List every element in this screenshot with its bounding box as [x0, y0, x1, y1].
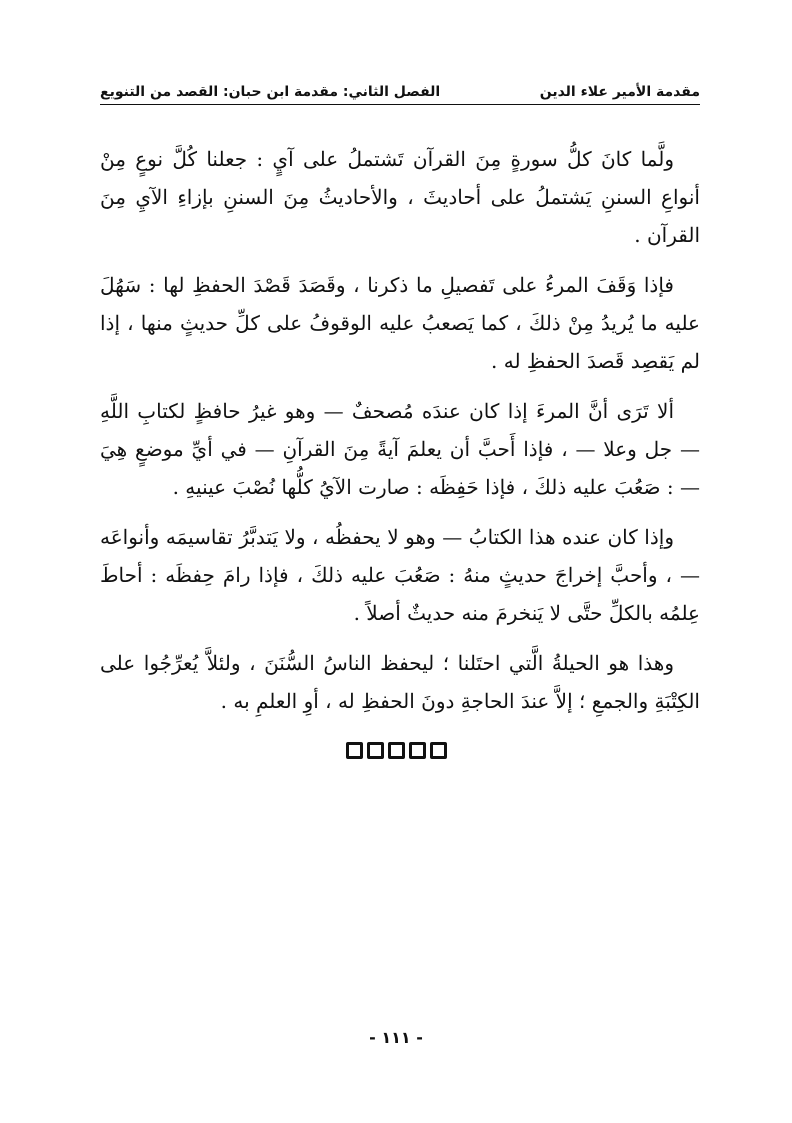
- ornament-box-icon: [367, 742, 384, 759]
- ornament-box-icon: [388, 742, 405, 759]
- ornament-box-icon: [409, 742, 426, 759]
- page-number: - ١١١ -: [369, 1028, 423, 1047]
- header-rule: [100, 104, 700, 105]
- chapter-title: الفصل الثاني: مقدمة ابن حبان: القصد من التنويع: [100, 84, 441, 100]
- paragraph: فإذا وَقَفَ المرءُ على تَفصيلِ ما ذكرنا ، وقَصَدَ قَصْدَ الحفظِ لها : سَهُلَ عليه ما يُريدُ مِنْ ذلكَ ، كما يَصعبُ عليه الوقوفُ على كلِّ حديثٍ منها ، إذا لم يَقصِد قَصدَ الحفظِ له .: [100, 273, 700, 373]
- paragraph: ألا تَرَى أنَّ المرءَ إذا كان عندَه مُصحفٌ — وهو غيرُ حافظٍ لكتابِ اللَّهِ — جل وعلا — ، فإذا أَحبَّ أن يعلمَ آيةً مِنَ القرآنِ — في أيِّ موضعٍ هِيَ — : صَعُبَ عليه ذلكَ ، فإذا حَفِظَه : صارت الآيُ كلُّها نُصْبَ عينيهِ .: [100, 399, 700, 499]
- running-header: [100, 76, 700, 100]
- section-end-ornament: [0, 742, 792, 759]
- paragraph: وإذا كان عنده هذا الكتابُ — وهو لا يحفظُه ، ولا يَتدبَّرُ تقاسيمَه وأنواعَه — ، وأحبَّ إخراجَ حديثٍ منهُ : صَعُبَ عليه ذلكَ ، فإذا رامَ حِفظَه : أحاطَ عِلمُه بالكلِّ حتَّى لا يَنخرمَ منه حديثٌ أصلاً .: [100, 525, 700, 625]
- main-text: [100, 140, 700, 732]
- book-title: مقدمة الأمير علاء الدين: [539, 84, 700, 100]
- ornament-box-icon: [430, 742, 447, 759]
- paragraph: ولَّما كانَ كلُّ سورةٍ مِنَ القرآن تَشتملُ على آيٍ : جعلنا كُلَّ نوعٍ مِنْ أنواعِ السننِ يَشتملُ على أحاديثَ ، والأحاديثُ مِنَ السننِ بإزاءِ الآيِ مِنَ القرآن .: [100, 147, 700, 247]
- paragraph: وهذا هو الحيلةُ الَّتي احتَلنا ؛ ليحفظ الناسُ السُّنَنَ ، ولئلاَّ يُعرِّجُوا على الكِتْبَةِ والجمعِ ؛ إلاَّ عندَ الحاجةِ دونَ الحفظِ له ، أوِ العلمِ به .: [100, 651, 700, 713]
- ornament-box-icon: [346, 742, 363, 759]
